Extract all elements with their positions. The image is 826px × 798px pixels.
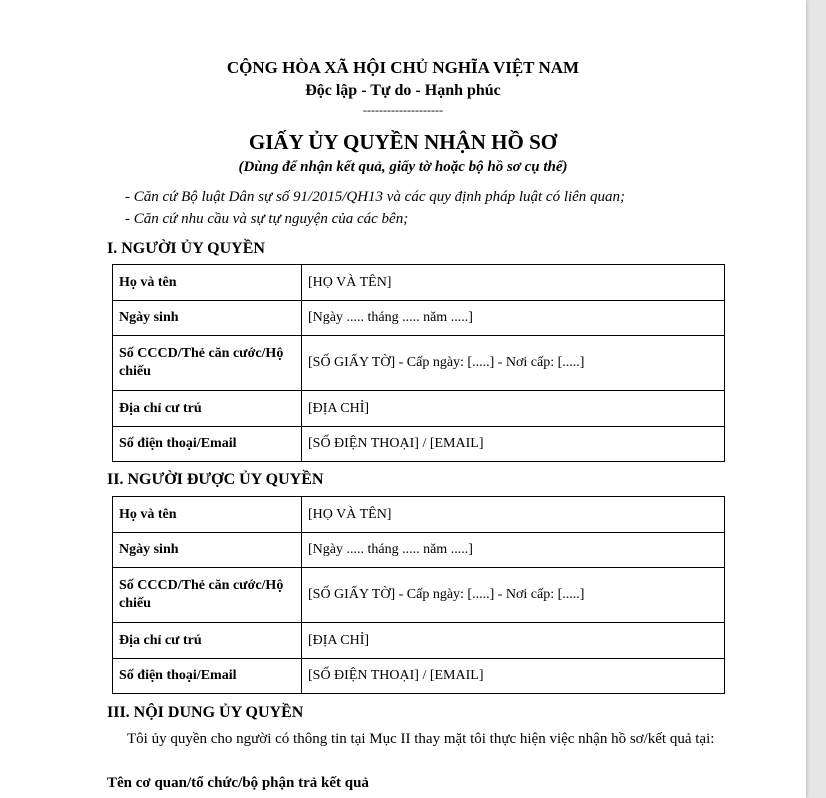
field-value: [ĐỊA CHỈ] [302, 391, 725, 427]
field-value: [SỐ GIẤY TỜ] - Cấp ngày: [.....] - Nơi cấp: [.....] [302, 568, 725, 623]
field-label: Ngày sinh [113, 301, 302, 336]
field-label: Địa chỉ cư trú [113, 623, 302, 659]
field-value: [Ngày ..... tháng ..... năm .....] [302, 301, 725, 336]
national-motto: Độc lập - Tự do - Hạnh phúc [305, 82, 501, 99]
field-label: Số CCCD/Thẻ căn cước/Hộ chiếu [113, 336, 302, 391]
field-value: [HỌ VÀ TÊN] [302, 265, 725, 301]
document-title: GIẤY ỦY QUYỀN NHẬN HỒ SƠ [248, 130, 558, 154]
field-label: Ngày sinh [113, 533, 302, 568]
legal-basis-2: - Căn cứ nhu cầu và sự tự nguyện của các bên; [125, 211, 409, 227]
section-heading-grantor: I. NGƯỜI ỦY QUYỀN [107, 240, 265, 257]
field-label: Số điện thoại/Email [113, 427, 302, 462]
authorization-paragraph: Tôi ủy quyền cho người có thông tin tại Mục II thay mặt tôi thực hiện việc nhận hồ sơ/kết quả tại: [127, 731, 715, 747]
field-value: [SỐ ĐIỆN THOẠI] / [EMAIL] [302, 427, 725, 462]
field-label: Họ và tên [113, 497, 302, 533]
table-row [113, 623, 725, 659]
field-value: [HỌ VÀ TÊN] [302, 497, 725, 533]
table-row [113, 497, 725, 533]
grantee-info-table [112, 496, 725, 694]
table-row [113, 391, 725, 427]
field-value: [Ngày ..... tháng ..... năm .....] [302, 533, 725, 568]
grantor-info-table [112, 264, 725, 462]
section-heading-grantee: II. NGƯỜI ĐƯỢC ỦY QUYỀN [107, 471, 324, 488]
table-row [113, 301, 725, 336]
field-value: [SỐ ĐIỆN THOẠI] / [EMAIL] [302, 659, 725, 694]
section-heading-content: III. NỘI DUNG ỦY QUYỀN [107, 704, 304, 721]
table-row [113, 265, 725, 301]
header-separator: -------------------- [363, 103, 443, 117]
field-label: Số điện thoại/Email [113, 659, 302, 694]
table-row [113, 427, 725, 462]
national-heading: CỘNG HÒA XÃ HỘI CHỦ NGHĨA VIỆT NAM [226, 58, 580, 77]
document-subtitle: (Dùng để nhận kết quả, giấy tờ hoặc bộ hồ sơ cụ thể) [238, 159, 568, 175]
table-row [113, 659, 725, 694]
field-label: Họ và tên [113, 265, 302, 301]
field-value: [ĐỊA CHỈ] [302, 623, 725, 659]
legal-basis-1: - Căn cứ Bộ luật Dân sự số 91/2015/QH13 và các quy định pháp luật có liên quan; [125, 189, 626, 205]
receiver-label: Tên cơ quan/tổ chức/bộ phận trả kết quả [107, 775, 369, 791]
table-row [113, 568, 725, 623]
field-value: [SỐ GIẤY TỜ] - Cấp ngày: [.....] - Nơi cấp: [.....] [302, 336, 725, 391]
field-label: Địa chỉ cư trú [113, 391, 302, 427]
field-label: Số CCCD/Thẻ căn cước/Hộ chiếu [113, 568, 302, 623]
table-row [113, 336, 725, 391]
table-row [113, 533, 725, 568]
